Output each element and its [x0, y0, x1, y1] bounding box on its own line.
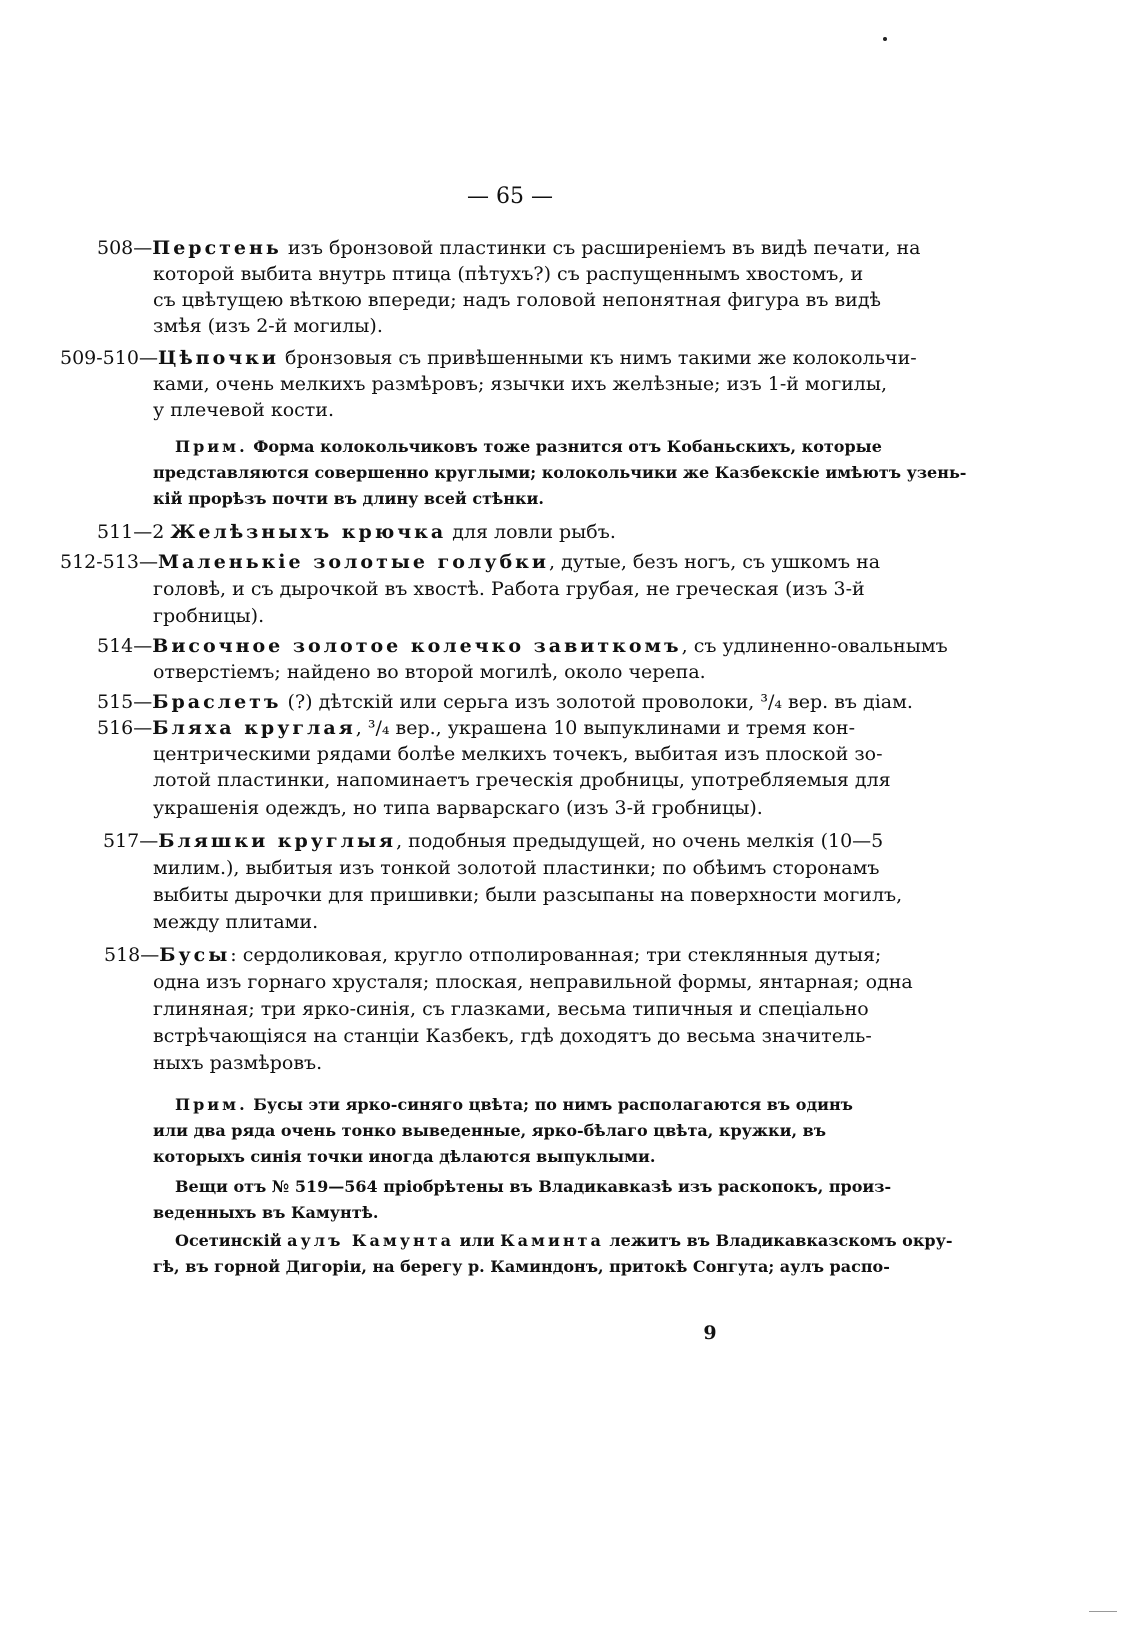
- entry-508-line-3: съ цвѣтущею вѣткою впереди; надъ головой непонятная фигура въ видѣ: [153, 289, 881, 311]
- paragraph-1-line-1: Вещи отъ № 519—564 пріобрѣтены въ Владикавказѣ изъ раскопокъ, произ-: [175, 1177, 892, 1196]
- note-2-line-3: которыхъ синія точки иногда дѣлаются выпуклыми.: [153, 1147, 656, 1166]
- note-2-line-1: Прим. Бусы эти ярко-синяго цвѣта; по нимъ располагаются въ одинъ: [175, 1095, 853, 1114]
- entry-508-line-2: которой выбита внутрь птица (пѣтухъ?) съ распущеннымъ хвостомъ, и: [153, 263, 864, 285]
- entry-517-line-2: милим.), выбитыя изъ тонкой золотой пластинки; по обѣимъ сторонамъ: [153, 857, 880, 879]
- entry-518-line-1: 518—Бусы: сердоликовая, кругло отполированная; три стеклянныя дутыя;: [104, 944, 882, 966]
- note-2-line-2: или два ряда очень тонко выведенные, ярко-бѣлаго цвѣта, кружки, въ: [153, 1121, 826, 1140]
- paragraph-2-line-2: гѣ, въ горной Дигоріи, на берегу р. Каминдонъ, притокѣ Сонгута; аулъ распо-: [153, 1257, 890, 1276]
- entry-514-line-1: 514—Височное золотое колечко завиткомъ, съ удлиненно-овальнымъ: [97, 635, 948, 657]
- page-number: — 65 —: [467, 184, 553, 209]
- entry-518-line-2: одна изъ горнаго хрусталя; плоская, неправильной формы, янтарная; одна: [153, 971, 913, 993]
- entry-512-line-1: 512-513—Маленькіе золотые голубки, дутые, безъ ногъ, съ ушкомъ на: [60, 551, 881, 573]
- scan-mark: [1089, 1611, 1117, 1612]
- entry-514-line-2: отверстіемъ; найдено во второй могилѣ, около черепа.: [153, 661, 706, 683]
- entry-517-line-4: между плитами.: [153, 911, 319, 933]
- entry-518-line-5: ныхъ размѣровъ.: [153, 1052, 323, 1074]
- page-speck: [883, 37, 887, 41]
- note-1-line-2: представляются совершенно круглыми; колокольчики же Казбекскіе имѣютъ узень-: [153, 463, 967, 482]
- paragraph-2-line-1: Осетинскій аулъ Камунта или Каминта лежитъ въ Владикавказскомъ окру-: [175, 1231, 953, 1250]
- entry-515: 515—Браслетъ (?) дѣтскій или серьга изъ золотой проволоки, ³/₄ вер. въ діам.: [97, 691, 913, 713]
- entry-508-line-1: 508—Перстень изъ бронзовой пластинки съ расширеніемъ въ видѣ печати, на: [97, 237, 921, 259]
- entry-518-line-4: встрѣчающіяся на станціи Казбекъ, гдѣ доходятъ до весьма значитель-: [153, 1025, 872, 1047]
- signature-mark: 9: [703, 1322, 717, 1344]
- entry-509-line-3: у плечевой кости.: [153, 399, 335, 421]
- entry-516-line-4: украшенія одеждъ, но типа варварскаго (изъ 3-й гробницы).: [153, 797, 763, 819]
- entry-516-line-2: центрическими рядами болѣе мелкихъ точекъ, выбитая изъ плоской зо-: [153, 743, 883, 765]
- entry-508-line-4: змѣя (изъ 2-й могилы).: [153, 315, 383, 337]
- paragraph-1-line-2: веденныхъ въ Камунтѣ.: [153, 1203, 379, 1222]
- entry-516-line-1: 516—Бляха круглая, ³/₄ вер., украшена 10 выпуклинами и тремя кон-: [97, 717, 855, 739]
- note-1-line-3: кій прорѣзъ почти въ длину всей стѣнки.: [153, 489, 544, 508]
- entry-512-line-2: головѣ, и съ дырочкой въ хвостѣ. Работа грубая, не греческая (изъ 3-й: [153, 578, 865, 600]
- entry-509-line-1: 509-510—Цѣпочки бронзовыя съ привѣшенными къ нимъ такими же колокольчи-: [60, 347, 917, 369]
- note-1-line-1: Прим. Форма колокольчиковъ тоже разнится отъ Кобаньскихъ, которые: [175, 437, 882, 456]
- entry-509-line-2: ками, очень мелкихъ размѣровъ; язычки ихъ желѣзные; изъ 1-й могилы,: [153, 373, 888, 395]
- entry-518-line-3: глиняная; три ярко-синія, съ глазками, весьма типичныя и спеціально: [153, 998, 869, 1020]
- entry-516-line-3: лотой пластинки, напоминаетъ греческія дробницы, употребляемыя для: [153, 769, 891, 791]
- entry-517-line-3: выбиты дырочки для пришивки; были разсыпаны на поверхности могилъ,: [153, 884, 903, 906]
- entry-511: 511—2 Желѣзныхъ крючка для ловли рыбъ.: [97, 521, 616, 543]
- entry-517-line-1: 517—Бляшки круглыя, подобныя предыдущей, но очень мелкія (10—5: [103, 830, 884, 852]
- entry-512-line-3: гробницы).: [153, 605, 265, 627]
